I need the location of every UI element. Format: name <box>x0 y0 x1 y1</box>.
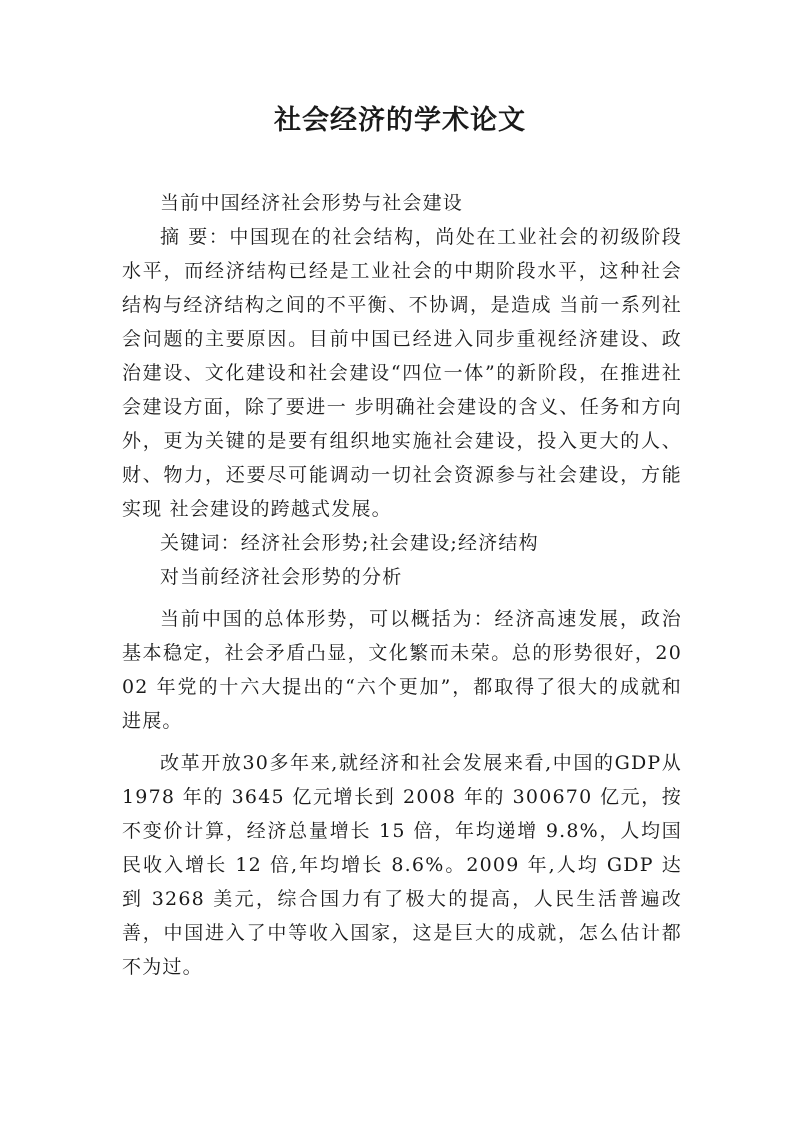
section-heading-subtitle: 当前中国经济社会形势与社会建设 <box>160 192 464 214</box>
body-paragraph-overall-situation: 当前中国的总体形势，可以概括为：经济高速发展，政治基本稳定，社会矛盾凸显，文化繁而未荣。总的形势很好，2002 年党的十六大提出的“六个更加”，都取得了很大的成就和进展。 <box>122 608 682 732</box>
document-body <box>122 186 682 984</box>
abstract-paragraph: 摘 要：中国现在的社会结构，尚处在工业社会的初级阶段水平，而经济结构已经是工业社会的中期阶段水平，这种社会结构与经济结构之间的不平衡、不协调，是造成 当前一系列社会问题的主要原因。目前中国已经进入同步重视经济建设、政治建设、文化建设和社会建设“四位一体”的新阶段，在推进社会建设方面，除了要进一 步明确社会建设的含义、任务和方向外，更为关键的是要有组织地实施社会建设，投入更大的人、财、物力，还要尽可能调动一切社会资源参与社会建设，方能实现 社会建设的跨越式发展。 <box>122 226 682 520</box>
document-title: 社会经济的学术论文 <box>274 105 526 136</box>
body-paragraph-reform-growth: 改革开放30多年来,就经济和社会发展来看,中国的GDP从 1978 年的 3645 亿元增长到 2008 年的 300670 亿元，按不变价计算，经济总量增长 15 倍，年均递增 9.8%，人均国民收入增长 12 倍,年均增长 8.6%。2009 年,人均 GDP 达到 3268 美元，综合国力有了极大的提高，人民生活普遍改善，中国进入了中等收入国家，这是巨大的成就，怎么估计都不为过。 <box>122 752 682 978</box>
keywords-paragraph: 关键词：经济社会形势;社会建设;经济结构 <box>160 532 539 554</box>
section-heading-analysis: 对当前经济社会形势的分析 <box>160 566 403 588</box>
